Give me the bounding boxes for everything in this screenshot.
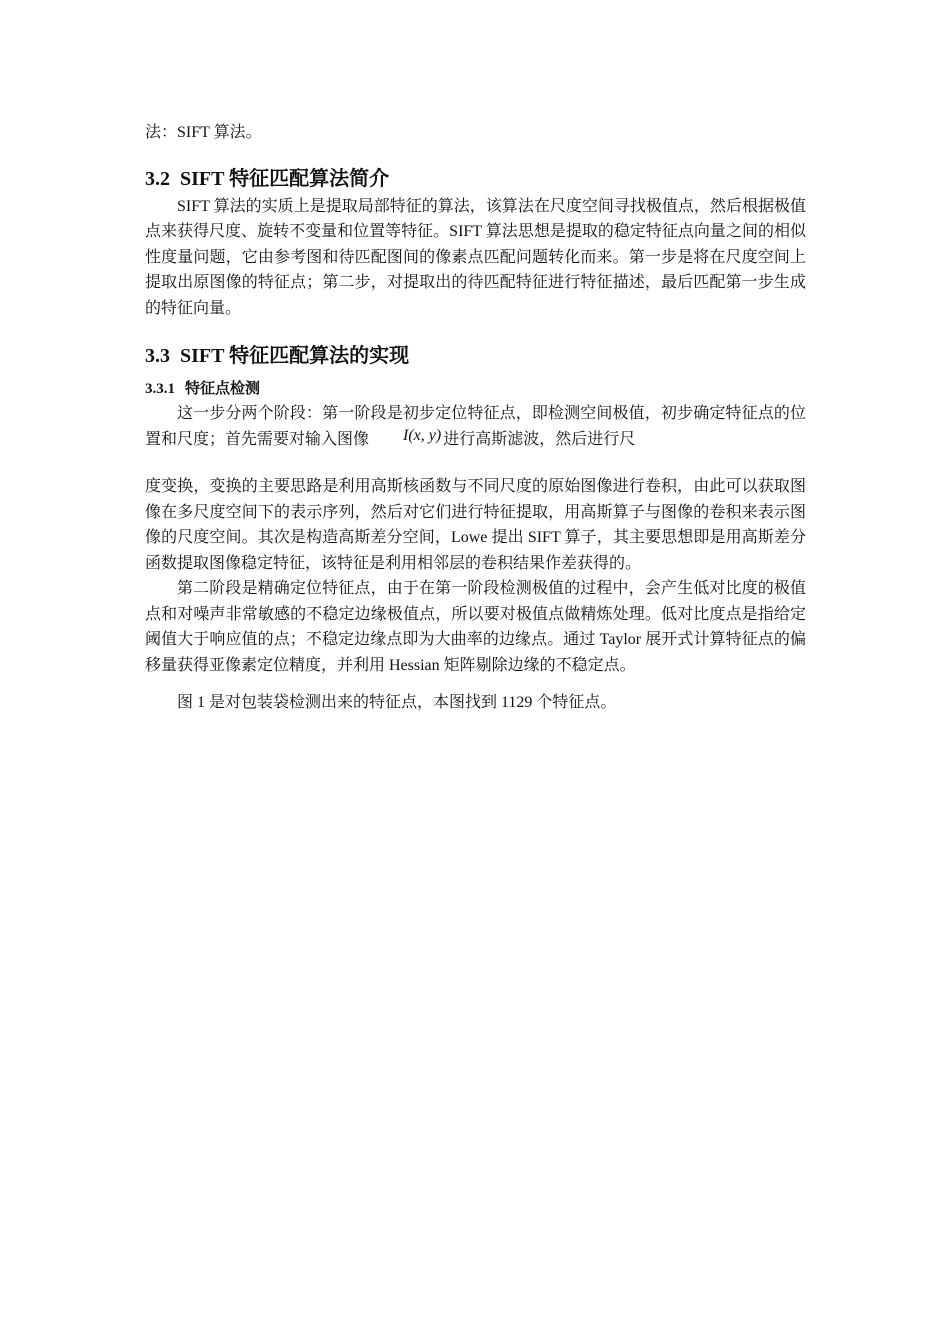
section-heading-3-3	[145, 341, 806, 371]
paragraph-stage-one-continued: 度变换，变换的主要思路是利用高斯核函数与不同尺度的原始图像进行卷积，由此可以获取图像在多尺度空间下的表示序列，然后对它们进行特征提取，用高斯算子与图像的卷积来表示图像的尺度空间。其次是构造高斯差分空间，Lowe 提出 SIFT 算子，其主要思想即是用高斯差分函数提取图像稳定特征，该特征是利用相邻层的卷积结果作差获得的。	[145, 478, 806, 572]
page-content	[145, 120, 806, 716]
math-formula: I(x, y)	[403, 426, 442, 444]
section-title: SIFT 特征匹配算法的实现	[180, 345, 410, 367]
continuation-text: 法：SIFT 算法。	[145, 124, 262, 141]
paragraph-text: 这一步分两个阶段：第一阶段是初步定位特征点，即检测空间极值，初步确定特征点的位置和尺度；首先需要对输入图像	[145, 405, 806, 448]
subsection-number: 3.3.1	[145, 381, 175, 397]
paragraph-text: 进行高斯滤波，然后进行尺	[443, 430, 636, 448]
subsection-title: 特征点检测	[185, 381, 261, 397]
paragraph-figure-note: 图 1 是对包装袋检测出来的特征点，本图找到 1129 个特征点。	[177, 694, 617, 711]
paragraph-sift-intro: SIFT 算法的实质上是提取局部特征的算法，该算法在尺度空间寻找极值点，然后根据极值点来获得尺度、旋转不变量和位置等特征。SIFT 算法思想是提取的稳定特征点向量之间的相似性度量问题，它由参考图和待匹配图间的像素点匹配问题转化而来。第一步是将在尺度空间上提取出原图像的特征点；第二步，对提取出的待匹配特征进行特征描述，最后匹配第一步生成的特征向量。	[145, 197, 806, 317]
subsection-heading-3-3-1	[145, 377, 806, 401]
section-number: 3.3	[145, 345, 170, 367]
section-heading-3-2	[145, 164, 806, 194]
paragraph-stage-one	[145, 401, 806, 452]
paragraph-stage-two: 第二阶段是精确定位特征点，由于在第一阶段检测极值的过程中，会产生低对比度的极值点和对噪声非常敏感的不稳定边缘极值点，所以要对极值点做精炼处理。低对比度点是指给定阈值大于响应值的点；不稳定边缘点即为大曲率的边缘点。通过 Taylor 展开式计算特征点的偏移量获得亚像素定位精度，并利用 Hessian 矩阵剔除边缘的不稳定点。	[145, 580, 806, 674]
section-number: 3.2	[145, 167, 170, 190]
section-title: SIFT 特征匹配算法简介	[180, 167, 390, 190]
